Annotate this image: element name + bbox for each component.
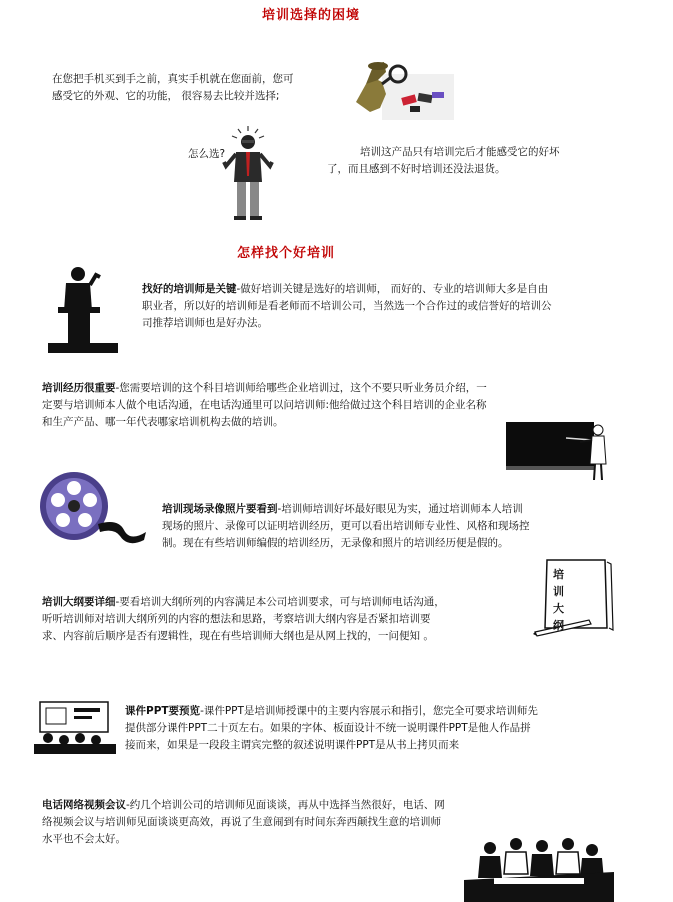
tip-video-photos-line-1 [162,501,523,518]
meeting-table-illustration [464,834,614,902]
tip-video-conference-line-3: 水平也不会太好。 [42,833,126,845]
tip-experience-line-1 [42,380,487,397]
tip-trainer-key-text-1: -做好培训关键是选好的培训师， 而好的、专业的培训师大多是自由 [236,283,549,295]
tip-outline-text-1: -要看培训大纲所列的内容满足本公司培训要求，可与培训师电话沟通， [115,596,445,608]
tip-trainer-key-heading: 找好的培训师是关键 [142,283,237,295]
classroom-illustration [34,698,116,754]
tip-ppt-line-3: 接而来，如果是一段段主谓宾完整的叙述说明课件PPT是从书上拷贝而来 [125,739,460,751]
tip-video-photos-text-1: -培训师培训好坏最好眼见为实，通过培训师本人培训 [277,503,523,515]
tip-video-photos-heading: 培训现场录像照片要看到 [162,503,278,515]
tip-video-photos-line-2: 现场的照片、录像可以证明培训经历，更可以看出培训师专业性、风格和现场控 [162,520,530,532]
tip-video-conference-line-2: 络视频会议与培训师见面谈谈更高效，再说了生意闹到有时间东奔西颠找生意的培训师 [42,816,441,828]
film-reel-illustration [38,470,148,548]
tip-outline-line-3: 求、内容前后顺序是否有逻辑性，现在有些培训师大纲也是从网上找的，一问便知 。 [42,630,434,642]
problem-line-1: 培训这产品只有培训完后才能感受它的好坏 [360,146,560,158]
tip-ppt-heading: 课件PPT要预览 [125,705,201,717]
tip-video-conference-heading: 电话网络视频会议 [42,799,126,811]
detective-magnifier-illustration [352,58,454,120]
tip-experience-line-3: 和生产产品、哪一年代表哪家培训机构去做的培训。 [42,416,284,428]
tip-outline-line-1 [42,594,445,611]
how-to-choose-label: 怎么选? [188,148,226,160]
speaker-podium-illustration [48,265,118,353]
tip-trainer-key-line-3: 司推荐培训师也是好办法。 [142,317,268,329]
tip-experience-text-1: -您需要培训的这个科目培训师给哪些企业培训过，这个不要只听业务员介绍，一 [115,382,487,394]
tip-experience-heading: 培训经历很重要 [42,382,116,394]
section-title-dilemma: 培训选择的困境 [262,8,361,23]
tip-experience-line-2: 定要与培训师本人做个电话沟通，在电话沟通里可以问培训师:他给做过这个科目培训的企业名称 [42,399,487,411]
tip-ppt-line-1 [125,703,538,720]
tip-video-conference-text-1: -约几个培训公司的培训师见面谈谈，再从中选择当然很好，电话、网 [126,799,445,811]
outline-board-label: 培训大纲 [553,568,565,632]
tip-outline-line-2: 听听培训师对培训大纲所列的内容的想法和思路，考察培训大纲内容是否紧扣培训要 [42,613,431,625]
tip-trainer-key-line-1 [142,281,548,298]
tip-outline-heading: 培训大纲要详细 [42,596,116,608]
confused-man-illustration [222,126,274,222]
tip-ppt-text-1: -课件PPT是培训师授课中的主要内容展示和指引，您完全可要求培训师先 [200,705,538,717]
teacher-blackboard-illustration [506,418,612,482]
intro-line-2: 感受它的外观、它的功能， 很容易去比较并选择; [52,90,280,102]
problem-line-2: 了，而且感到不好时培训还没法退货。 [327,163,506,175]
section-title-how-to-find: 怎样找个好培训 [237,246,336,261]
intro-line-1: 在您把手机买到手之前，真实手机就在您面前，您可 [52,73,294,85]
tip-ppt-line-2: 提供部分课件PPT二十页左右。如果的字体、板面设计不统一说明课件PPT是他人作品拼 [125,722,531,734]
tip-trainer-key-line-2: 职业者，所以好的培训师是看老师而不培训公司，当然选一个合作过的或信誉好的培训公 [142,300,552,312]
tip-video-conference-line-1 [42,797,445,814]
tip-video-photos-line-3: 制。现在有些培训师编假的培训经历，无录像和照片的培训经历便是假的。 [162,537,509,549]
